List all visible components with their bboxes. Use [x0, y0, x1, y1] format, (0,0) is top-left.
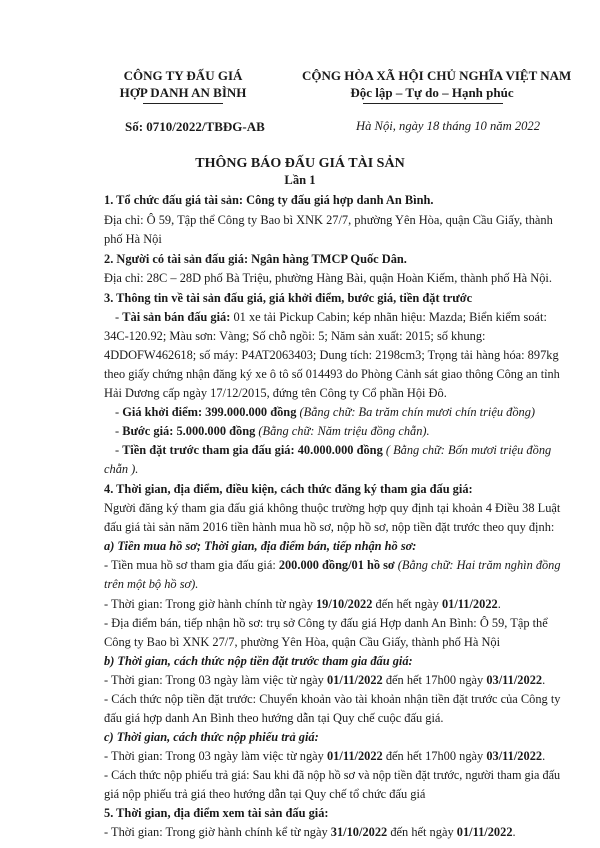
- subsection-b-heading: b) Thời gian, cách thức nộp tiền đặt trước tham gia đấu giá:: [104, 654, 413, 668]
- sale-place-line1: - Địa điểm bán, tiếp nhận hồ sơ: trụ sở Công ty đấu giá Hợp danh An Bình: Ô 59, Tập thể: [104, 616, 548, 630]
- deposit-time-end: .: [542, 673, 546, 687]
- document-fee-value: 200.000 đồng/01 hồ sơ: [278, 558, 395, 572]
- section-4-heading: 4. Thời gian, địa điểm, điều kiện, cách thức đăng ký tham gia đấu giá:: [104, 482, 473, 496]
- starting-price-line: - Giá khởi điểm: 399.000.000 đồng (Bằng chữ: Ba trăm chín mươi chín triệu đồng): [115, 405, 536, 419]
- viewing-time-line: [104, 822, 516, 842]
- sale-place-line2: Công ty Bao bì XNK 27/7, phường Yên Hòa, quận Cầu Giấy, thành phố Hà Nội: [104, 635, 501, 649]
- document-fee-prefix: - Tiền mua hồ sơ tham gia đấu giá:: [104, 558, 279, 572]
- document-date: Hà Nội, ngày 18 tháng 10 năm 2022: [356, 119, 541, 133]
- viewing-time-end: .: [512, 825, 516, 839]
- bid-time-middle: đến hết 17h00 ngày: [382, 749, 487, 763]
- viewing-time-middle: đến hết ngày: [387, 825, 457, 839]
- company-name-line1: CÔNG TY ĐẤU GIÁ: [123, 68, 243, 83]
- section-1-address-line1: Địa chỉ: Ô 59, Tập thể Công ty Bao bì XNK 27/7, phường Yên Hòa, quận Cầu Giấy, thành: [104, 213, 553, 227]
- sale-time-prefix: - Thời gian: Trong giờ hành chính từ ngày: [104, 597, 316, 611]
- asset-line1: - Tài sản bán đấu giá: 01 xe tải Pickup Cabin; kép nhãn hiệu: Mazda; Biển kiểm soát:: [115, 310, 547, 324]
- document-fee-line: [104, 555, 561, 575]
- country-motto-line2: Độc lập – Tự do – Hạnh phúc: [350, 85, 514, 100]
- deposit-time-prefix: - Thời gian: Trong 03 ngày làm việc từ ngày: [104, 673, 327, 687]
- section-1-heading: 1. Tổ chức đấu giá tài sản: Công ty đấu giá hợp danh An Bình.: [104, 193, 434, 207]
- deposit-end-date: 03/11/2022: [486, 673, 543, 687]
- price-step-line: - Bước giá: 5.000.000 đồng (Bằng chữ: Năm triệu đồng chẵn).: [115, 424, 430, 438]
- section-5-heading: 5. Thời gian, địa điểm xem tài sản đấu giá:: [104, 806, 329, 820]
- section-3-heading: 3. Thông tin về tài sản đấu giá, giá khởi điểm, bước giá, tiền đặt trước: [104, 291, 473, 305]
- deposit-words: ( Bằng chữ: Bốn mươi triệu đồng: [382, 443, 552, 457]
- document-fee-words-line2: trên một bộ hồ sơ).: [104, 577, 199, 591]
- asset-line3: 4DDOFW462618; số máy: P4AT2063403; Dung tích: 2198cm3; Trọng tải hàng hóa: 897kg: [104, 348, 559, 362]
- sale-start-date: 19/10/2022: [315, 597, 373, 611]
- bid-start-date: 01/11/2022: [326, 749, 383, 763]
- subsection-c-heading: c) Thời gian, cách thức nộp phiếu trả giá:: [104, 730, 319, 744]
- sale-end-date: 01/11/2022: [441, 597, 498, 611]
- asset-line2: 34C-120.92; Màu sơn: Vàng; Số chỗ ngồi: 5; Năm sản xuất: 2015; số khung:: [104, 329, 486, 343]
- sale-time-middle: đến hết ngày: [372, 597, 442, 611]
- section-4-intro-line2: đấu giá tài sản năm 2016 tiền hành mua hồ sơ, nộp hồ sơ, nộp tiền đặt trước theo quy định:: [104, 520, 555, 534]
- deposit-line: - Tiền đặt trước tham gia đấu giá: 40.000.000 đồng ( Bằng chữ: Bốn mươi triệu đồng: [115, 443, 552, 457]
- page-title: THÔNG BÁO ĐẤU GIÁ TÀI SẢN: [195, 156, 405, 171]
- asset-line4: theo giấy chứng nhận đăng ký xe ô tô số 014493 do Phòng Cảnh sát giao thông Công an tỉnh: [104, 367, 560, 381]
- bid-time-end: .: [542, 749, 546, 763]
- company-name-underline: [143, 103, 223, 104]
- asset-label: Tài sản bán đấu giá:: [122, 310, 231, 324]
- deposit-words-line2: chẵn ).: [104, 462, 139, 476]
- deposit-time-middle: đến hết 17h00 ngày: [382, 673, 487, 687]
- viewing-start-date: 31/10/2022: [330, 825, 388, 839]
- bid-end-date: 03/11/2022: [486, 749, 543, 763]
- price-step: Bước giá: 5.000.000 đồng: [122, 424, 256, 438]
- starting-price: Giá khởi điểm: 399.000.000 đồng: [122, 405, 297, 419]
- sale-time-end: .: [497, 597, 501, 611]
- deposit-time-line: [104, 670, 545, 690]
- sale-time-line: [104, 594, 501, 614]
- viewing-time-prefix: - Thời gian: Trong giờ hành chính kể từ ngày: [104, 825, 331, 839]
- document-number: Số: 0710/2022/TBĐG-AB: [125, 119, 265, 134]
- deposit-amount: Tiền đặt trước tham gia đấu giá: 40.000.000 đồng: [122, 443, 383, 457]
- motto-underline: [363, 103, 503, 104]
- deposit-method-line1: - Cách thức nộp tiền đặt trước: Chuyển khoản vào tài khoản nhận tiền đặt trước của Công ty: [104, 692, 561, 706]
- page-subtitle: Lần 1: [284, 173, 316, 187]
- viewing-end-date: 01/11/2022: [456, 825, 513, 839]
- asset-text-1: 01 xe tải Pickup Cabin; kép nhãn hiệu: Mazda; Biển kiểm soát:: [230, 310, 547, 324]
- document-fee-words: (Bằng chữ: Hai trăm nghìn đồng: [394, 558, 561, 572]
- bid-method-line1: - Cách thức nộp phiếu trả giá: Sau khi đã nộp hồ sơ và nộp tiền đặt trước, người tham gia đấu: [104, 768, 561, 782]
- starting-price-words: (Bằng chữ: Ba trăm chín mươi chín triệu đồng): [296, 405, 536, 419]
- section-2-heading: 2. Người có tài sản đấu giá: Ngân hàng TMCP Quốc Dân.: [104, 252, 407, 266]
- section-4-intro-line1: Người đăng ký tham gia đấu giá không thuộc trường hợp quy định tại khoản 4 Điều 38 Luật: [104, 501, 561, 515]
- bid-method-line2: giá nộp phiếu trả giá theo hướng dẫn tại Quy chế tổ chức đấu giá: [104, 787, 426, 801]
- company-name-line2: HỢP DANH AN BÌNH: [119, 85, 247, 100]
- deposit-method-line2: đấu giá hợp danh An Bình theo hướng dẫn tại Quy chế cuộc đấu giá.: [104, 711, 444, 725]
- bid-time-line: [104, 746, 545, 766]
- bid-time-prefix: - Thời gian: Trong 03 ngày làm việc từ ngày: [104, 749, 327, 763]
- country-motto-line1: CỘNG HÒA XÃ HỘI CHỦ NGHĨA VIỆT NAM: [302, 68, 572, 83]
- subsection-a-heading: a) Tiền mua hồ sơ; Thời gian, địa điểm bán, tiếp nhận hồ sơ:: [104, 539, 417, 553]
- deposit-start-date: 01/11/2022: [326, 673, 383, 687]
- asset-line5: Hải Dương cấp ngày 17/12/2015, đứng tên Công ty Cổ phần Hội Đô.: [104, 386, 447, 400]
- section-2-address: Địa chỉ: 28C – 28D phố Bà Triệu, phường Hàng Bài, quận Hoàn Kiếm, thành phố Hà Nội.: [104, 271, 552, 285]
- section-1-address-line2: phố Hà Nội: [104, 232, 162, 246]
- price-step-words: (Bằng chữ: Năm triệu đồng chẵn).: [255, 424, 430, 438]
